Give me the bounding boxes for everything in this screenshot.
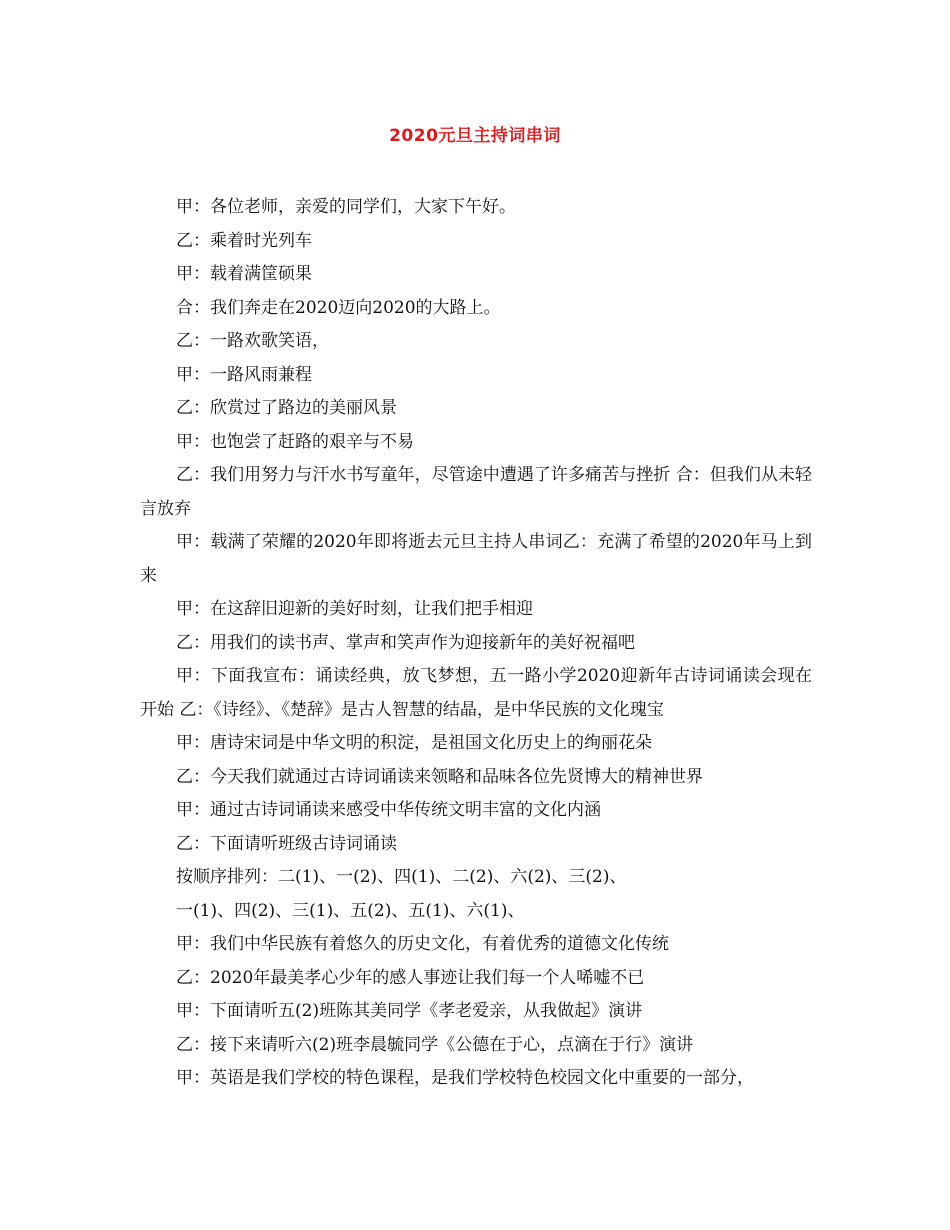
paragraph: 乙：2020年最美孝心少年的感人事迹让我们每一个人唏嘘不已 [176,967,645,988]
paragraph: 甲：载着满筐硕果 [176,264,312,284]
paragraph: 乙：一路欢歌笑语， [176,331,329,351]
paragraph: 乙：乘着时光列车 [176,230,312,251]
document-body [140,191,812,1096]
paragraph: 甲：下面请听五(2)班陈其美同学《孝老爱亲，从我做起》演讲 [176,1001,643,1021]
paragraph: 合：我们奔走在2020迈向2020的大路上。 [176,297,501,318]
paragraph: 乙：欣赏过了路边的美丽风景 [176,398,397,418]
paragraph: 甲：通过古诗词诵读来感受中华传统文明丰富的文化内涵 [176,800,601,820]
paragraph: 甲：唐诗宋词是中华文明的积淀，是祖国文化历史上的绚丽花朵 [176,733,652,753]
paragraph: 甲：各位老师，亲爱的同学们，大家下午好。 [176,197,516,217]
paragraph: 甲：英语是我们学校的特色课程，是我们学校特色校园文化中重要的一部分， [176,1068,754,1088]
document-title: 2020元旦主持词串词 [389,126,561,146]
paragraph: 乙：下面请听班级古诗词诵读 [176,833,397,854]
paragraph: 甲：也饱尝了赶路的艰辛与不易 [176,431,414,452]
paragraph: 甲：下面我宣布：诵读经典，放飞梦想，五一路小学2020迎新年古诗词诵读会现在开始 乙：《诗经》、《楚辞》是古人智慧的结晶，是中华民族的文化瑰宝 [140,666,812,720]
paragraph: 甲：一路风雨兼程 [176,364,312,385]
paragraph: 一(1)、四(2)、三(1)、五(2)、五(1)、六(1)、 [176,900,525,921]
paragraph: 乙：今天我们就通过古诗词诵读来领略和品味各位先贤博大的精神世界 [176,766,703,787]
paragraph: 按顺序排列：二(1)、一(2)、四(1)、二(2)、六(2)、三(2)、 [176,867,627,887]
paragraph: 甲：载满了荣耀的2020年即将逝去元旦主持人串词乙：充满了希望的2020年马上到来 [140,532,812,586]
paragraph: 甲：在这辞旧迎新的美好时刻，让我们把手相迎 [176,599,533,619]
paragraph: 甲：我们中华民族有着悠久的历史文化，有着优秀的道德文化传统 [176,934,669,954]
paragraph: 乙：接下来请听六(2)班李晨毓同学《公德在于心，点滴在于行》演讲 [176,1034,694,1055]
paragraph: 乙：我们用努力与汗水书写童年，尽管途中遭遇了许多痛苦与挫折 合：但我们从未轻言放弃 [140,465,812,519]
paragraph: 乙：用我们的读书声、掌声和笑声作为迎接新年的美好祝福吧 [176,632,635,653]
